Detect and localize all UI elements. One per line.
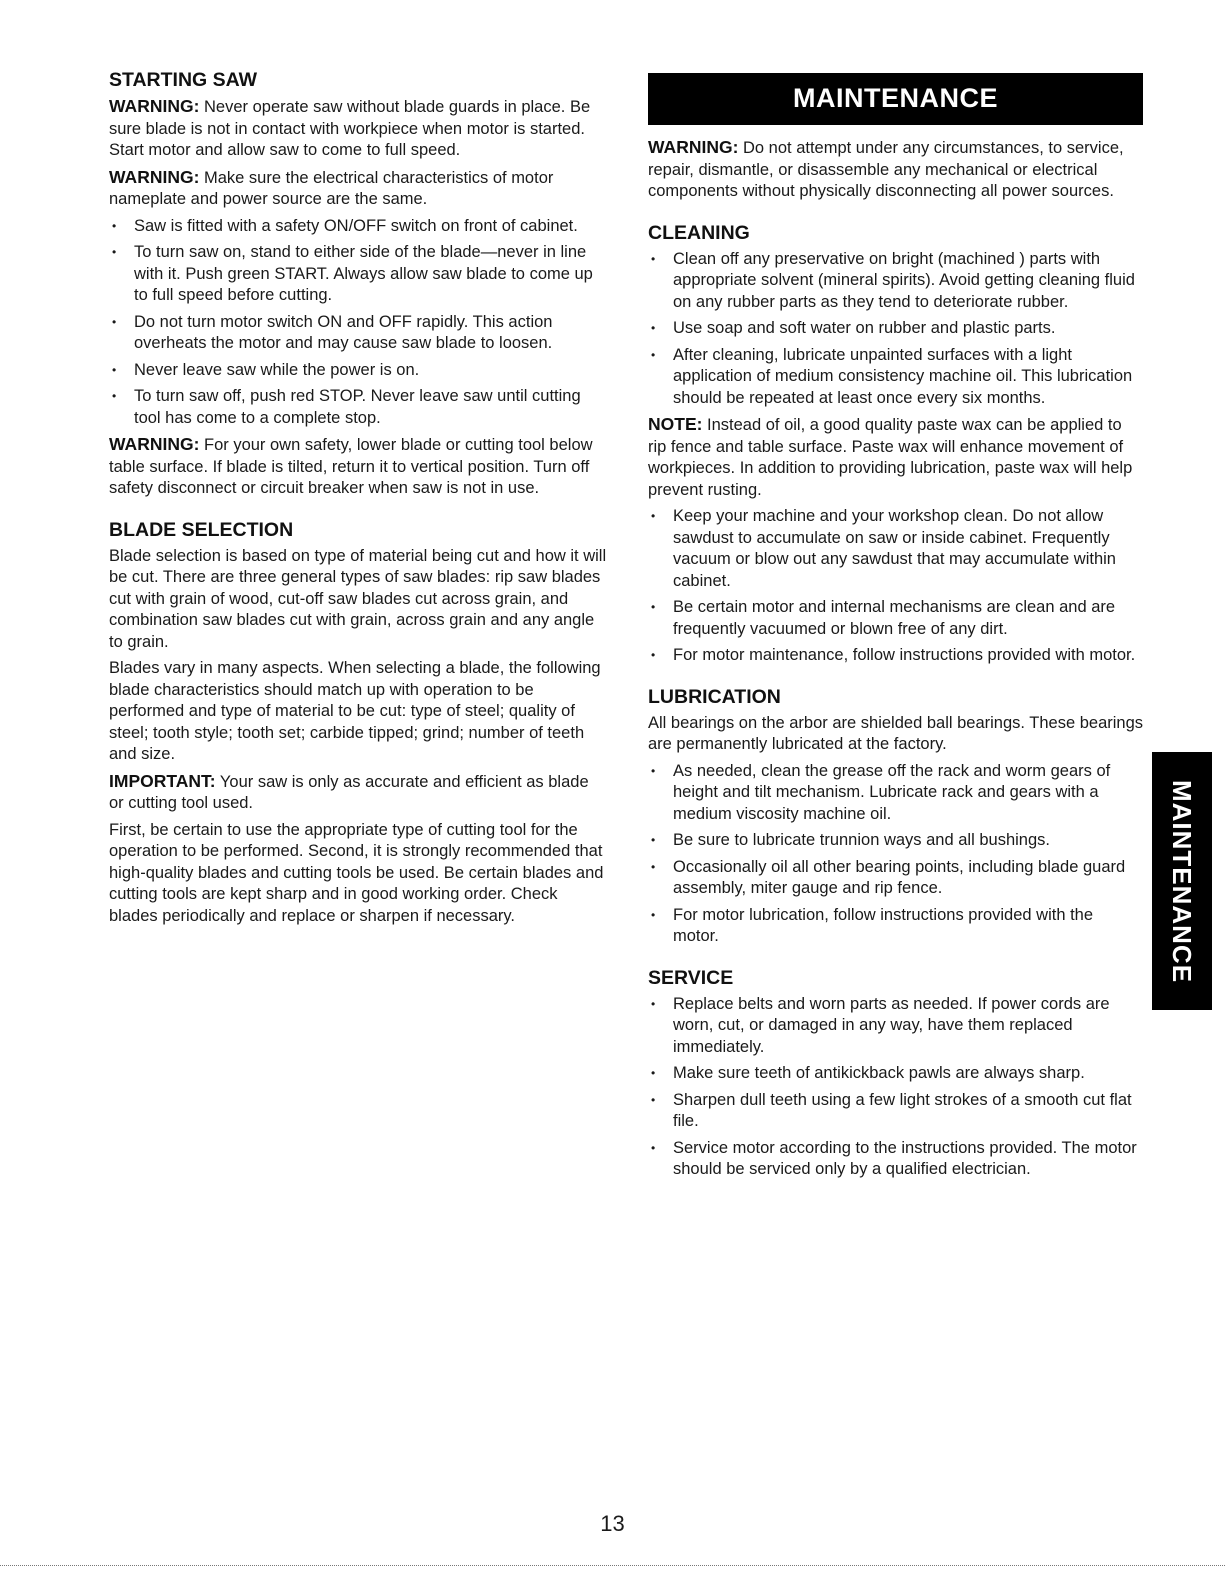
maintenance-warning: WARNING: Do not attempt under any circumstances, to service, repair, dismantle, or disassemble any mechanical or electrical components without physically disconnecting all power sources.	[648, 137, 1124, 200]
list-item: • Clean off any preservative on bright (machined ) parts with appropriate solvent (mineral spirits). Avoid getting cleaning fluid on any rubber parts as they tend to deteriorate rubber.	[648, 249, 1143, 314]
service-heading: SERVICE	[648, 966, 734, 989]
cleaning-heading: CLEANING	[648, 221, 750, 244]
warning-label: WARNING:	[648, 137, 739, 157]
starting-warning-3: WARNING: For your own safety, lower blade or cutting tool below table surface. If blade is tilted, return it to vertical position. Turn off safety disconnect or circuit breaker when saw is not in use.	[109, 434, 593, 497]
warning-label: WARNING:	[109, 166, 200, 187]
cleaning-bullet-list-2	[648, 506, 1143, 667]
blade-selection-heading: BLADE SELECTION	[109, 518, 294, 541]
list-item: • For motor lubrication, follow instructions provided with the motor.	[648, 905, 1143, 948]
right-column	[648, 68, 1143, 1186]
blade-paragraph-2: Blades vary in many aspects. When selecting a blade, the following blade characteristics should match up with operation to be performed and type of material to be cut: type of steel; quality of steel; tooth style; tooth set; carbide tipped; grind; number of teeth and size.	[109, 659, 601, 763]
lubrication-bullet-list	[648, 761, 1143, 948]
maintenance-banner: MAINTENANCE	[648, 73, 1143, 125]
left-column	[109, 68, 607, 932]
starting-warning-2: WARNING: Make sure the electrical characteristics of motor nameplate and power source are the same.	[109, 166, 554, 208]
lubrication-paragraph: All bearings on the arbor are shielded ball bearings. These bearings are permanently lubricated at the factory.	[648, 713, 1144, 753]
list-item: • Occasionally oil all other bearing points, including blade guard assembly, miter gauge and rip fence.	[648, 857, 1143, 900]
list-item: • Make sure teeth of antikickback pawls are always sharp.	[648, 1063, 1143, 1085]
warning-label: WARNING:	[109, 434, 200, 454]
list-item: • Be certain motor and internal mechanisms are clean and are frequently vacuumed or blown free of any dirt.	[648, 597, 1143, 640]
list-item: • After cleaning, lubricate unpainted surfaces with a light application of medium consistency machine oil. This lubrication should be repeated at least once every six months.	[648, 345, 1143, 410]
service-bullet-list	[648, 994, 1143, 1181]
list-item: • As needed, clean the grease off the rack and worm gears of height and tilt mechanism. Lubricate rack and gears with a medium viscosity machine oil.	[648, 761, 1143, 826]
list-item: • To turn saw off, push red STOP. Never leave saw until cutting tool has come to a complete stop.	[109, 386, 607, 429]
cleaning-note: NOTE: Instead of oil, a good quality paste wax can be applied to rip fence and table surface. Paste wax will enhance movement of workpieces. In addition to providing lubrication, paste wax will help prevent rusting.	[648, 414, 1133, 499]
list-item: • Do not turn motor switch ON and OFF rapidly. This action overheats the motor and may cause saw blade to loosen.	[109, 312, 607, 355]
bottom-divider	[0, 1565, 1225, 1566]
maintenance-side-tab	[1152, 752, 1212, 1010]
page-number: 13	[600, 1511, 625, 1536]
side-tab-label: MAINTENANCE	[1167, 779, 1198, 983]
list-item: • For motor maintenance, follow instructions provided with motor.	[648, 645, 1143, 667]
starting-warning-1: WARNING: Never operate saw without blade guards in place. Be sure blade is not in contact with workpiece when motor is started. Start motor and allow saw to come to full speed.	[109, 96, 591, 159]
starting-saw-heading: STARTING SAW	[109, 69, 258, 91]
blade-important: IMPORTANT: Your saw is only as accurate and efficient as blade or cutting tool used.	[109, 770, 589, 812]
list-item: • Replace belts and worn parts as needed. If power cords are worn, cut, or damaged in any way, have them replaced immediately.	[648, 994, 1143, 1059]
list-item: • Service motor according to the instructions provided. The motor should be serviced only by a qualified electrician.	[648, 1138, 1143, 1181]
lubrication-heading: LUBRICATION	[648, 685, 781, 708]
list-item: • Sharpen dull teeth using a few light strokes of a smooth cut flat file.	[648, 1090, 1143, 1133]
list-item: • To turn saw on, stand to either side of the blade—never in line with it. Push green START. Always allow saw blade to come up to full speed before cutting.	[109, 242, 607, 307]
list-item: • Be sure to lubricate trunnion ways and all bushings.	[648, 830, 1143, 852]
blade-paragraph-1: Blade selection is based on type of material being cut and how it will be cut. There are three general types of saw blades: rip saw blades cut with grain of wood, cut-off saw blades cut across grain, and combination saw blades cut with grain, across grain and any angle to grain.	[109, 546, 607, 651]
starting-bullet-list	[109, 216, 607, 430]
important-label: IMPORTANT:	[109, 770, 216, 791]
list-item: • Never leave saw while the power is on.	[109, 360, 607, 382]
list-item: • Use soap and soft water on rubber and plastic parts.	[648, 318, 1143, 340]
list-item: • Saw is fitted with a safety ON/OFF switch on front of cabinet.	[109, 216, 607, 238]
blade-paragraph-3: First, be certain to use the appropriate type of cutting tool for the operation to be performed. Second, it is strongly recommended that high-quality blades and cutting tools be used. Be certain blades and cutting tools are kept sharp and in good working order. Check blades periodically and replace or sharpen if necessary.	[109, 820, 604, 925]
warning-label: WARNING:	[109, 96, 200, 116]
list-item: • Keep your machine and your workshop clean. Do not allow sawdust to accumulate on saw or inside cabinet. Frequently vacuum or blow out any sawdust that may accumulate within cabinet.	[648, 506, 1143, 592]
note-label: NOTE:	[648, 414, 703, 434]
cleaning-bullet-list	[648, 249, 1143, 410]
